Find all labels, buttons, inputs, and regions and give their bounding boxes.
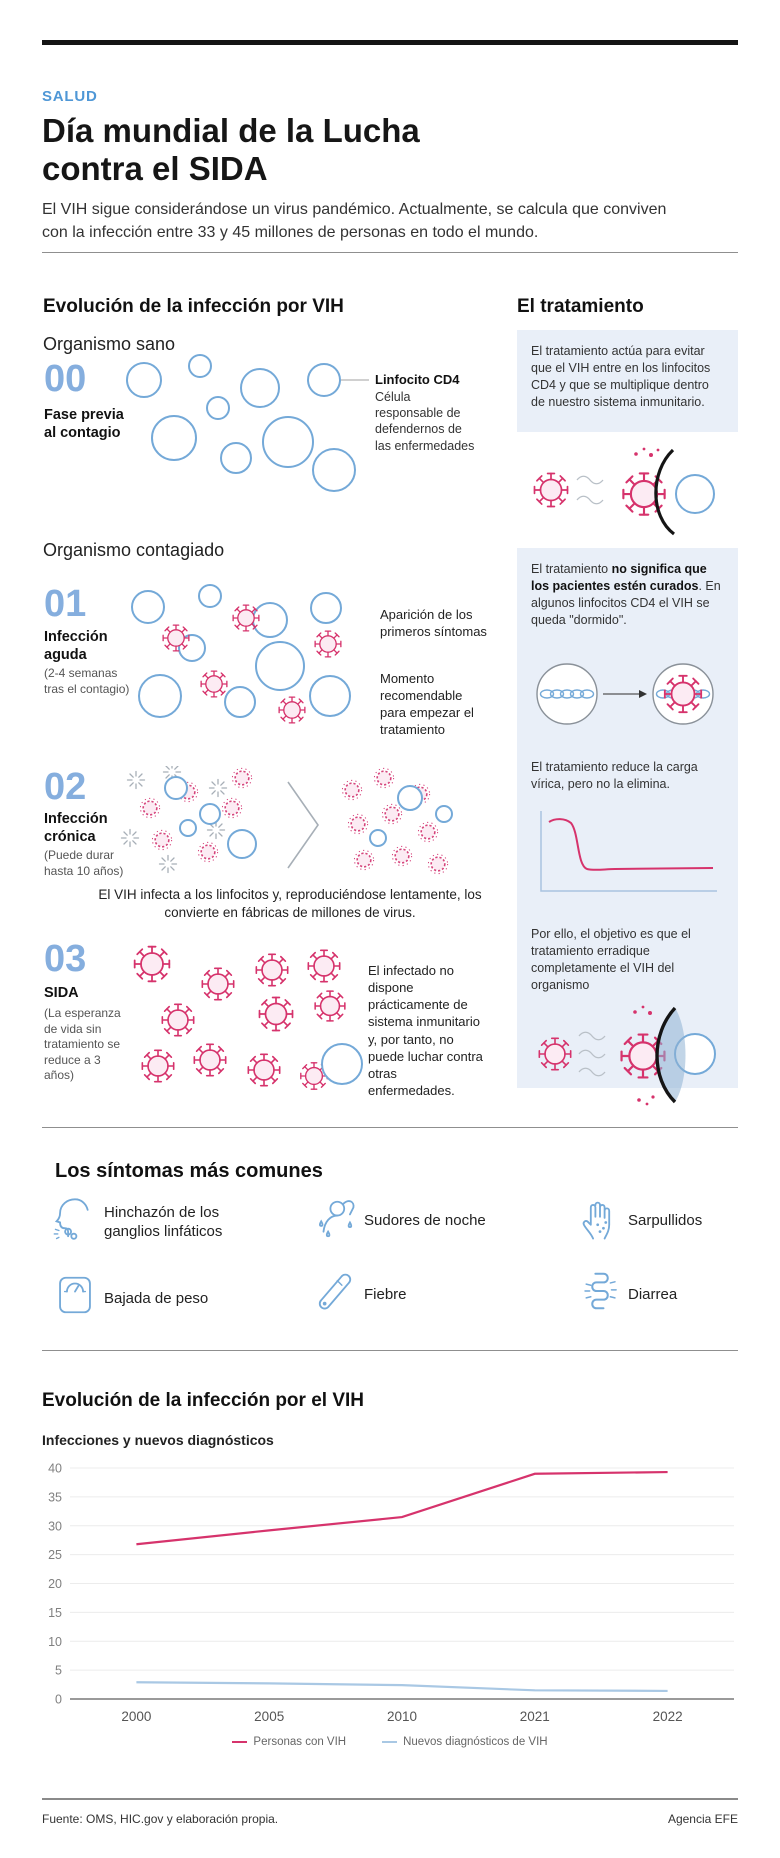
svg-text:2022: 2022 — [652, 1709, 683, 1724]
legend-dash-icon — [382, 1741, 397, 1744]
svg-text:5: 5 — [55, 1663, 62, 1678]
hiv-evolution-line-chart — [42, 1452, 738, 1727]
cd4-cell-icon — [322, 1044, 362, 1084]
treatment-card-3-text: El tratamiento reduce la carga vírica, pero no la elimina. — [531, 760, 698, 791]
symptom-label: Hinchazón de los ganglios linfáticos — [104, 1204, 223, 1240]
svg-text:0: 0 — [55, 1692, 62, 1707]
dormant-virus-illustration — [531, 655, 724, 733]
treatment-card-1 — [517, 330, 738, 432]
hiv-virus-icon — [135, 947, 345, 1090]
cd4-cell-icon — [676, 475, 714, 513]
healthy-cells-illustration — [118, 350, 370, 500]
divider — [42, 252, 738, 253]
stage-01-caption-2: Momento recomendable para empezar el tratamiento — [380, 671, 474, 738]
night-sweats-icon — [312, 1196, 358, 1247]
thermometer-icon — [312, 1268, 358, 1319]
svg-text:35: 35 — [48, 1490, 62, 1505]
cd4-annotation — [375, 372, 479, 454]
svg-text:2021: 2021 — [519, 1709, 550, 1724]
hiv-virus-icon — [535, 474, 568, 507]
hiv-virus-icon — [342, 768, 447, 873]
hiv-virus-icon — [539, 1038, 570, 1069]
svg-text:2000: 2000 — [121, 1709, 152, 1724]
stage-03-number: 03 — [44, 938, 87, 980]
lymphocyte-icon — [537, 664, 597, 724]
treatment-heading: El tratamiento — [517, 296, 644, 317]
symptom-label: Sudores de noche — [364, 1212, 486, 1229]
shield-fill — [657, 1008, 686, 1102]
intro-paragraph: El VIH sigue considerándose un virus pandémico. Actualmente, se calcula que conviven con la infección entre 33 y 45 millones de personas en todo el mundo. — [42, 201, 667, 241]
aids-stage-illustration — [118, 942, 370, 1094]
treatment-card-2 — [517, 548, 738, 1088]
svg-text:10: 10 — [48, 1634, 62, 1649]
footer-rule — [42, 1798, 738, 1800]
svg-text:30: 30 — [48, 1519, 62, 1534]
svg-text:15: 15 — [48, 1605, 62, 1620]
page-title-line1: Día mundial de la Lucha — [42, 112, 420, 149]
legend-item: Nuevos diagnósticos de VIH — [382, 1736, 547, 1748]
stage-03-note: (La esperanza de vida sin tratamiento se reduce a 3 años) — [44, 1006, 121, 1083]
arrow-head-icon — [639, 690, 647, 698]
page-title — [42, 112, 420, 188]
treatment-card-2-text: El tratamiento no significa que los pacientes estén curados. En algunos linfocitos CD4 el VIH se queda "dormido". — [531, 562, 721, 627]
stage-02-number: 02 — [44, 766, 87, 808]
svg-text:25: 25 — [48, 1548, 62, 1563]
cd4-cell-icon — [370, 786, 452, 846]
legend-item: Personas con VIH — [232, 1736, 346, 1748]
cd4-annotation-text: Célula responsable de defendernos de las enfermedades — [375, 389, 475, 453]
rash-hand-icon — [577, 1196, 623, 1247]
chart-heading: Evolución de la infección por el VIH — [42, 1390, 365, 1411]
section-kicker: SALUD — [42, 88, 98, 105]
symptom-label: Sarpullidos — [628, 1212, 703, 1229]
mini-chart-axes — [541, 811, 717, 891]
chart-legend — [42, 1736, 738, 1748]
stage-01-number: 01 — [44, 583, 87, 625]
stage-01-name: Infección aguda — [44, 629, 108, 664]
healthy-organism-label: Organismo sano — [43, 334, 176, 354]
symptom-label: Diarrea — [628, 1286, 678, 1303]
stage-01-caption-1: Aparición de los primeros síntomas — [380, 607, 487, 640]
treatment-card-4-text: Por ello, el objetivo es que el tratamiento erradique completamente el VIH del organismo — [531, 927, 691, 992]
stage-02-caption: El VIH infecta a los linfocitos y, reproduciéndose lentamente, los convierte en fábricas de millones de virus. — [98, 887, 482, 921]
stage-03-caption: El infectado no dispone prácticamente de sistema inmunitario y, por tanto, no puede luchar contra otras enfermedades. — [368, 963, 483, 1099]
weight-scale-icon — [52, 1272, 98, 1323]
svg-text:40: 40 — [48, 1461, 62, 1476]
top-rule — [42, 40, 738, 45]
hiv-virus-icon — [665, 676, 701, 712]
symptom-label: Fiebre — [364, 1286, 407, 1303]
virus-particles-icon — [634, 448, 659, 457]
acute-infection-illustration — [118, 582, 370, 732]
stage-02-name: Infección crónica — [44, 811, 108, 846]
viral-load-mini-chart — [531, 807, 724, 902]
page-title-line2: contra el SIDA — [42, 150, 268, 187]
symptoms-heading: Los síntomas más comunes — [55, 1160, 323, 1182]
chevron-right-icon — [288, 782, 318, 868]
svg-text:2010: 2010 — [386, 1709, 418, 1724]
stage-03-name: SIDA — [44, 985, 79, 1001]
evolution-heading: Evolución de la infección por VIH — [43, 296, 344, 317]
approach-waves-icon — [577, 476, 603, 504]
stage-00-number: 00 — [44, 358, 87, 400]
symptom-label: Bajada de peso — [104, 1290, 209, 1307]
divider — [42, 1350, 738, 1351]
source-credit: Fuente: OMS, HIC.gov y elaboración propia. — [42, 1812, 279, 1826]
stage-00-name: Fase previa al contagio — [44, 407, 124, 442]
intestine-icon — [577, 1268, 623, 1319]
divider — [42, 1127, 738, 1128]
chronic-infection-illustration — [118, 766, 458, 884]
infected-organism-label: Organismo contagiado — [43, 540, 225, 560]
approach-waves-icon — [579, 1032, 605, 1076]
svg-text:2005: 2005 — [254, 1709, 285, 1724]
treatment-blocking-illustration — [523, 442, 723, 538]
stage-02-note: (Puede durar hasta 10 años) — [44, 848, 124, 878]
legend-dash-icon — [232, 1741, 247, 1744]
treatment-card-1-text: El tratamiento actúa para evitar que el VIH entre en los linfocitos CD4 y que se multiplique dentro de nuestro sistema inmunitario. — [531, 344, 711, 409]
svg-text:20: 20 — [48, 1577, 62, 1591]
lymph-nodes-icon — [52, 1196, 98, 1247]
viral-load-curve — [549, 819, 713, 870]
eradication-illustration — [531, 1002, 724, 1107]
stage-01-note: (2-4 semanas tras el contagio) — [44, 666, 130, 696]
cd4-annotation-title: Linfocito CD4 — [375, 372, 460, 387]
chart-subtitle: Infecciones y nuevos diagnósticos — [42, 1432, 274, 1448]
agency-credit: Agencia EFE — [667, 1812, 738, 1826]
cd4-cell-icon — [127, 355, 355, 491]
